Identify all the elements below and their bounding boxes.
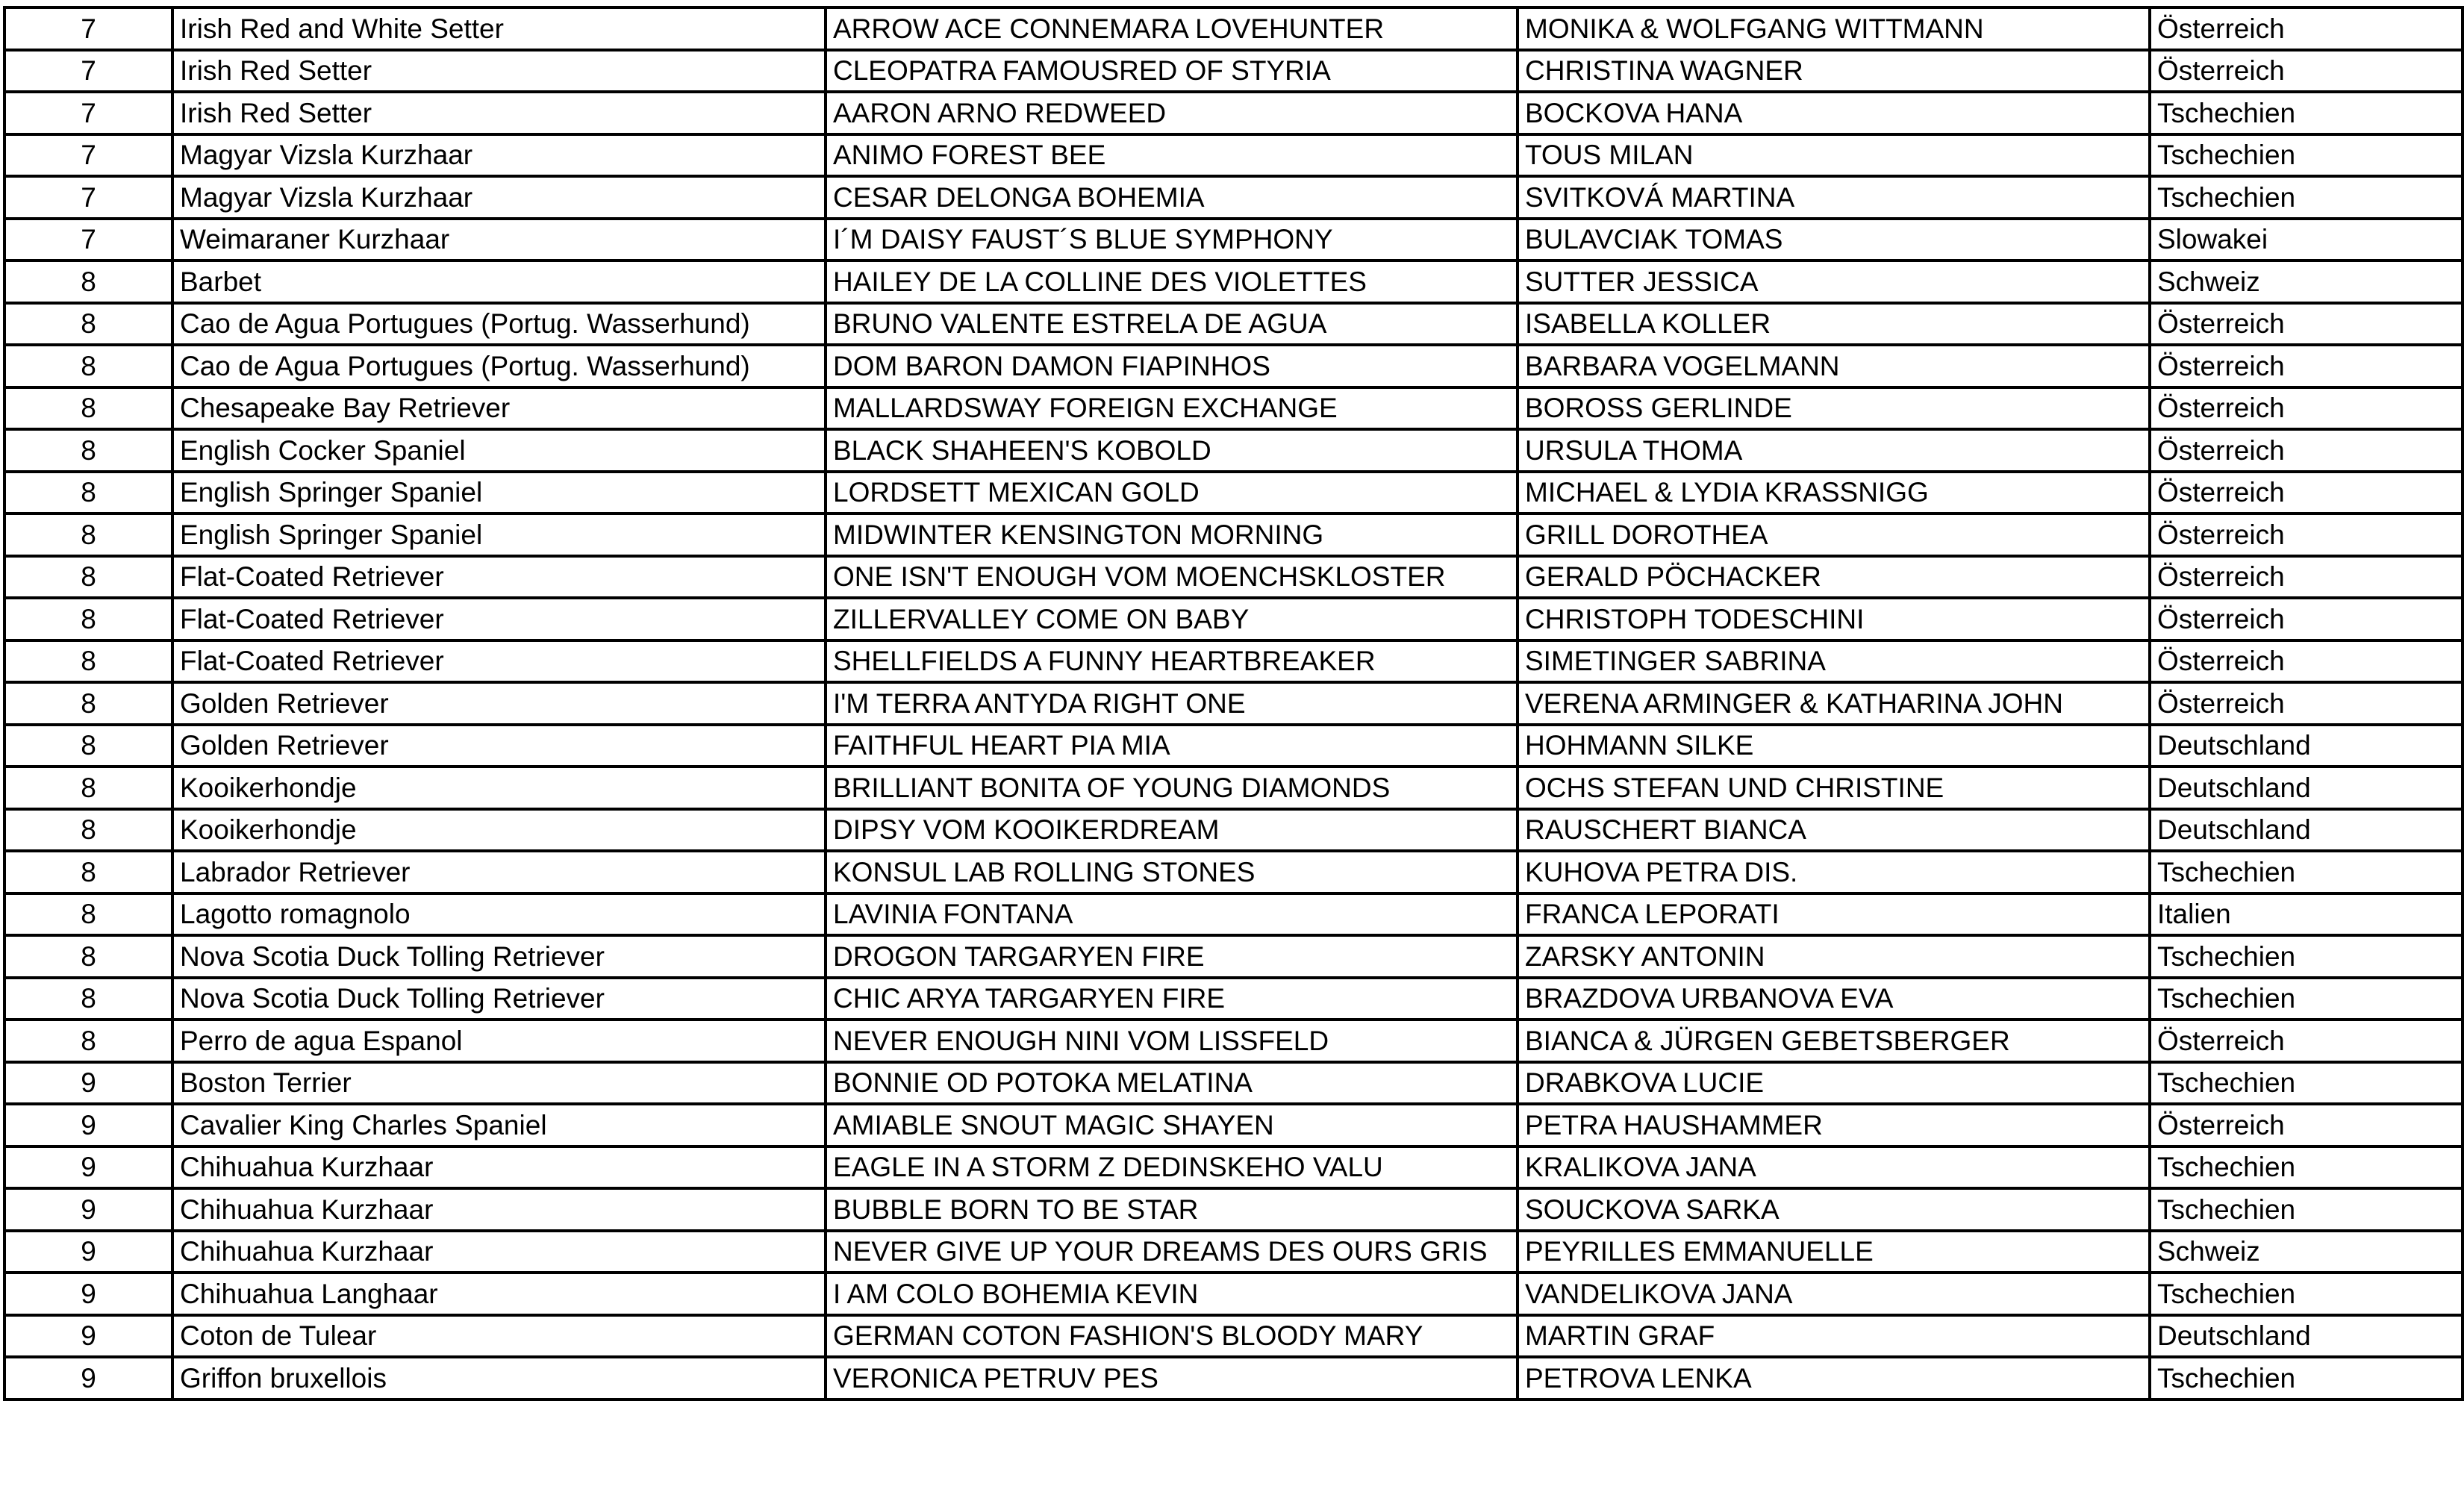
breed-cell: Nova Scotia Duck Tolling Retriever [172, 935, 826, 978]
breed-cell: Boston Terrier [172, 1062, 826, 1105]
group-cell: 8 [4, 387, 172, 430]
group-cell: 9 [4, 1357, 172, 1399]
country-cell: Österreich [2150, 345, 2463, 387]
breed-cell: Irish Red and White Setter [172, 7, 826, 50]
breed-cell: Barbet [172, 260, 826, 303]
dog-name-cell: NEVER ENOUGH NINI VOM LISSFELD [826, 1020, 1518, 1062]
owner-cell: SOUCKOVA SARKA [1518, 1188, 2150, 1231]
dog-name-cell: CLEOPATRA FAMOUSRED OF STYRIA [826, 50, 1518, 93]
breed-cell: Flat-Coated Retriever [172, 556, 826, 599]
results-table [3, 6, 2464, 1401]
group-cell: 9 [4, 1315, 172, 1358]
country-cell: Tschechien [2150, 1188, 2463, 1231]
dog-name-cell: ANIMO FOREST BEE [826, 134, 1518, 177]
group-cell: 9 [4, 1188, 172, 1231]
table-row [4, 893, 2463, 936]
table-row [4, 767, 2463, 809]
dog-name-cell: I AM COLO BOHEMIA KEVIN [826, 1273, 1518, 1315]
group-cell: 9 [4, 1146, 172, 1189]
owner-cell: PEYRILLES EMMANUELLE [1518, 1231, 2150, 1273]
breed-cell: Chihuahua Kurzhaar [172, 1188, 826, 1231]
group-cell: 9 [4, 1231, 172, 1273]
table-row [4, 1020, 2463, 1062]
breed-cell: Magyar Vizsla Kurzhaar [172, 134, 826, 177]
dog-name-cell: DROGON TARGARYEN FIRE [826, 935, 1518, 978]
breed-cell: Griffon bruxellois [172, 1357, 826, 1399]
country-cell: Tschechien [2150, 176, 2463, 219]
dog-name-cell: AMIABLE SNOUT MAGIC SHAYEN [826, 1104, 1518, 1146]
dog-name-cell: DOM BARON DAMON FIAPINHOS [826, 345, 1518, 387]
group-cell: 8 [4, 260, 172, 303]
owner-cell: RAUSCHERT BIANCA [1518, 809, 2150, 852]
table-row [4, 7, 2463, 50]
country-cell: Österreich [2150, 7, 2463, 50]
dog-name-cell: GERMAN COTON FASHION'S BLOODY MARY [826, 1315, 1518, 1358]
breed-cell: English Springer Spaniel [172, 472, 826, 514]
group-cell: 7 [4, 7, 172, 50]
breed-cell: Irish Red Setter [172, 50, 826, 93]
breed-cell: Cao de Agua Portugues (Portug. Wasserhund) [172, 345, 826, 387]
table-row [4, 598, 2463, 640]
table-row [4, 303, 2463, 346]
dog-name-cell: BUBBLE BORN TO BE STAR [826, 1188, 1518, 1231]
owner-cell: DRABKOVA LUCIE [1518, 1062, 2150, 1105]
group-cell: 8 [4, 725, 172, 767]
table-row [4, 514, 2463, 556]
dog-name-cell: LAVINIA FONTANA [826, 893, 1518, 936]
breed-cell: Perro de agua Espanol [172, 1020, 826, 1062]
breed-cell: Chihuahua Langhaar [172, 1273, 826, 1315]
country-cell: Tschechien [2150, 1357, 2463, 1399]
group-cell: 8 [4, 893, 172, 936]
table-row [4, 682, 2463, 725]
owner-cell: PETROVA LENKA [1518, 1357, 2150, 1399]
country-cell: Tschechien [2150, 978, 2463, 1020]
owner-cell: TOUS MILAN [1518, 134, 2150, 177]
country-cell: Tschechien [2150, 1146, 2463, 1189]
country-cell: Schweiz [2150, 260, 2463, 303]
table-row [4, 640, 2463, 683]
country-cell: Deutschland [2150, 1315, 2463, 1358]
owner-cell: MICHAEL & LYDIA KRASSNIGG [1518, 472, 2150, 514]
table-row [4, 1146, 2463, 1189]
breed-cell: Kooikerhondje [172, 767, 826, 809]
group-cell: 8 [4, 682, 172, 725]
country-cell: Österreich [2150, 387, 2463, 430]
group-cell: 8 [4, 767, 172, 809]
country-cell: Österreich [2150, 640, 2463, 683]
country-cell: Österreich [2150, 514, 2463, 556]
dog-name-cell: FAITHFUL HEART PIA MIA [826, 725, 1518, 767]
group-cell: 8 [4, 472, 172, 514]
country-cell: Österreich [2150, 598, 2463, 640]
country-cell: Österreich [2150, 1104, 2463, 1146]
country-cell: Tschechien [2150, 851, 2463, 893]
group-cell: 8 [4, 640, 172, 683]
table-row [4, 1315, 2463, 1358]
table-row [4, 851, 2463, 893]
breed-cell: Cavalier King Charles Spaniel [172, 1104, 826, 1146]
country-cell: Tschechien [2150, 1062, 2463, 1105]
owner-cell: GERALD PÖCHACKER [1518, 556, 2150, 599]
results-sheet [3, 6, 2461, 1401]
owner-cell: BRAZDOVA URBANOVA EVA [1518, 978, 2150, 1020]
group-cell: 8 [4, 598, 172, 640]
table-row [4, 809, 2463, 852]
group-cell: 8 [4, 556, 172, 599]
breed-cell: Flat-Coated Retriever [172, 640, 826, 683]
breed-cell: Weimaraner Kurzhaar [172, 219, 826, 261]
dog-name-cell: BRILLIANT BONITA OF YOUNG DIAMONDS [826, 767, 1518, 809]
owner-cell: SIMETINGER SABRINA [1518, 640, 2150, 683]
table-row [4, 219, 2463, 261]
owner-cell: BARBARA VOGELMANN [1518, 345, 2150, 387]
group-cell: 7 [4, 176, 172, 219]
breed-cell: Kooikerhondje [172, 809, 826, 852]
dog-name-cell: BRUNO VALENTE ESTRELA DE AGUA [826, 303, 1518, 346]
country-cell: Slowakei [2150, 219, 2463, 261]
table-row [4, 935, 2463, 978]
owner-cell: CHRISTINA WAGNER [1518, 50, 2150, 93]
table-row [4, 345, 2463, 387]
breed-cell: Lagotto romagnolo [172, 893, 826, 936]
dog-name-cell: NEVER GIVE UP YOUR DREAMS DES OURS GRIS [826, 1231, 1518, 1273]
table-row [4, 978, 2463, 1020]
owner-cell: SUTTER JESSICA [1518, 260, 2150, 303]
country-cell: Österreich [2150, 50, 2463, 93]
owner-cell: ISABELLA KOLLER [1518, 303, 2150, 346]
breed-cell: Chihuahua Kurzhaar [172, 1146, 826, 1189]
table-row [4, 260, 2463, 303]
country-cell: Österreich [2150, 682, 2463, 725]
country-cell: Österreich [2150, 1020, 2463, 1062]
breed-cell: English Springer Spaniel [172, 514, 826, 556]
breed-cell: Chesapeake Bay Retriever [172, 387, 826, 430]
owner-cell: URSULA THOMA [1518, 429, 2150, 472]
dog-name-cell: BONNIE OD POTOKA MELATINA [826, 1062, 1518, 1105]
dog-name-cell: VERONICA PETRUV PES [826, 1357, 1518, 1399]
table-row [4, 472, 2463, 514]
group-cell: 8 [4, 851, 172, 893]
dog-name-cell: ONE ISN'T ENOUGH VOM MOENCHSKLOSTER [826, 556, 1518, 599]
dog-name-cell: LORDSETT MEXICAN GOLD [826, 472, 1518, 514]
breed-cell: Magyar Vizsla Kurzhaar [172, 176, 826, 219]
table-row [4, 1188, 2463, 1231]
owner-cell: KUHOVA PETRA DIS. [1518, 851, 2150, 893]
owner-cell: PETRA HAUSHAMMER [1518, 1104, 2150, 1146]
group-cell: 8 [4, 429, 172, 472]
table-row [4, 1231, 2463, 1273]
dog-name-cell: EAGLE IN A STORM Z DEDINSKEHO VALU [826, 1146, 1518, 1189]
table-row [4, 1104, 2463, 1146]
breed-cell: Flat-Coated Retriever [172, 598, 826, 640]
group-cell: 9 [4, 1104, 172, 1146]
group-cell: 9 [4, 1062, 172, 1105]
country-cell: Deutschland [2150, 809, 2463, 852]
group-cell: 7 [4, 92, 172, 134]
dog-name-cell: ZILLERVALLEY COME ON BABY [826, 598, 1518, 640]
dog-name-cell: MALLARDSWAY FOREIGN EXCHANGE [826, 387, 1518, 430]
owner-cell: BIANCA & JÜRGEN GEBETSBERGER [1518, 1020, 2150, 1062]
group-cell: 7 [4, 134, 172, 177]
table-row [4, 92, 2463, 134]
group-cell: 8 [4, 978, 172, 1020]
breed-cell: Golden Retriever [172, 725, 826, 767]
group-cell: 7 [4, 50, 172, 93]
dog-name-cell: CESAR DELONGA BOHEMIA [826, 176, 1518, 219]
owner-cell: BOROSS GERLINDE [1518, 387, 2150, 430]
table-row [4, 176, 2463, 219]
dog-name-cell: MIDWINTER KENSINGTON MORNING [826, 514, 1518, 556]
group-cell: 7 [4, 219, 172, 261]
breed-cell: Cao de Agua Portugues (Portug. Wasserhund) [172, 303, 826, 346]
group-cell: 8 [4, 809, 172, 852]
country-cell: Deutschland [2150, 767, 2463, 809]
owner-cell: VERENA ARMINGER & KATHARINA JOHN [1518, 682, 2150, 725]
breed-cell: Labrador Retriever [172, 851, 826, 893]
country-cell: Tschechien [2150, 935, 2463, 978]
country-cell: Tschechien [2150, 134, 2463, 177]
dog-name-cell: I'M TERRA ANTYDA RIGHT ONE [826, 682, 1518, 725]
country-cell: Österreich [2150, 472, 2463, 514]
owner-cell: ZARSKY ANTONIN [1518, 935, 2150, 978]
country-cell: Tschechien [2150, 92, 2463, 134]
table-row [4, 50, 2463, 93]
breed-cell: Golden Retriever [172, 682, 826, 725]
table-row [4, 134, 2463, 177]
breed-cell: Chihuahua Kurzhaar [172, 1231, 826, 1273]
owner-cell: HOHMANN SILKE [1518, 725, 2150, 767]
group-cell: 8 [4, 514, 172, 556]
breed-cell: English Cocker Spaniel [172, 429, 826, 472]
owner-cell: OCHS STEFAN UND CHRISTINE [1518, 767, 2150, 809]
owner-cell: MARTIN GRAF [1518, 1315, 2150, 1358]
owner-cell: FRANCA LEPORATI [1518, 893, 2150, 936]
group-cell: 8 [4, 303, 172, 346]
country-cell: Tschechien [2150, 1273, 2463, 1315]
dog-name-cell: CHIC ARYA TARGARYEN FIRE [826, 978, 1518, 1020]
dog-name-cell: I´M DAISY FAUST´S BLUE SYMPHONY [826, 219, 1518, 261]
country-cell: Schweiz [2150, 1231, 2463, 1273]
breed-cell: Nova Scotia Duck Tolling Retriever [172, 978, 826, 1020]
dog-name-cell: ARROW ACE CONNEMARA LOVEHUNTER [826, 7, 1518, 50]
owner-cell: GRILL DOROTHEA [1518, 514, 2150, 556]
group-cell: 8 [4, 1020, 172, 1062]
country-cell: Österreich [2150, 556, 2463, 599]
dog-name-cell: BLACK SHAHEEN'S KOBOLD [826, 429, 1518, 472]
country-cell: Italien [2150, 893, 2463, 936]
dog-name-cell: HAILEY DE LA COLLINE DES VIOLETTES [826, 260, 1518, 303]
owner-cell: MONIKA & WOLFGANG WITTMANN [1518, 7, 2150, 50]
table-row [4, 1357, 2463, 1399]
dog-name-cell: DIPSY VOM KOOIKERDREAM [826, 809, 1518, 852]
country-cell: Deutschland [2150, 725, 2463, 767]
dog-name-cell: AARON ARNO REDWEED [826, 92, 1518, 134]
country-cell: Österreich [2150, 303, 2463, 346]
table-row [4, 1273, 2463, 1315]
owner-cell: SVITKOVÁ MARTINA [1518, 176, 2150, 219]
owner-cell: BOCKOVA HANA [1518, 92, 2150, 134]
owner-cell: KRALIKOVA JANA [1518, 1146, 2150, 1189]
table-row [4, 1062, 2463, 1105]
table-row [4, 387, 2463, 430]
dog-name-cell: SHELLFIELDS A FUNNY HEARTBREAKER [826, 640, 1518, 683]
table-body [4, 7, 2463, 1399]
breed-cell: Coton de Tulear [172, 1315, 826, 1358]
owner-cell: VANDELIKOVA JANA [1518, 1273, 2150, 1315]
dog-name-cell: KONSUL LAB ROLLING STONES [826, 851, 1518, 893]
owner-cell: CHRISTOPH TODESCHINI [1518, 598, 2150, 640]
group-cell: 9 [4, 1273, 172, 1315]
owner-cell: BULAVCIAK TOMAS [1518, 219, 2150, 261]
country-cell: Österreich [2150, 429, 2463, 472]
table-row [4, 429, 2463, 472]
breed-cell: Irish Red Setter [172, 92, 826, 134]
group-cell: 8 [4, 935, 172, 978]
table-row [4, 556, 2463, 599]
group-cell: 8 [4, 345, 172, 387]
table-row [4, 725, 2463, 767]
